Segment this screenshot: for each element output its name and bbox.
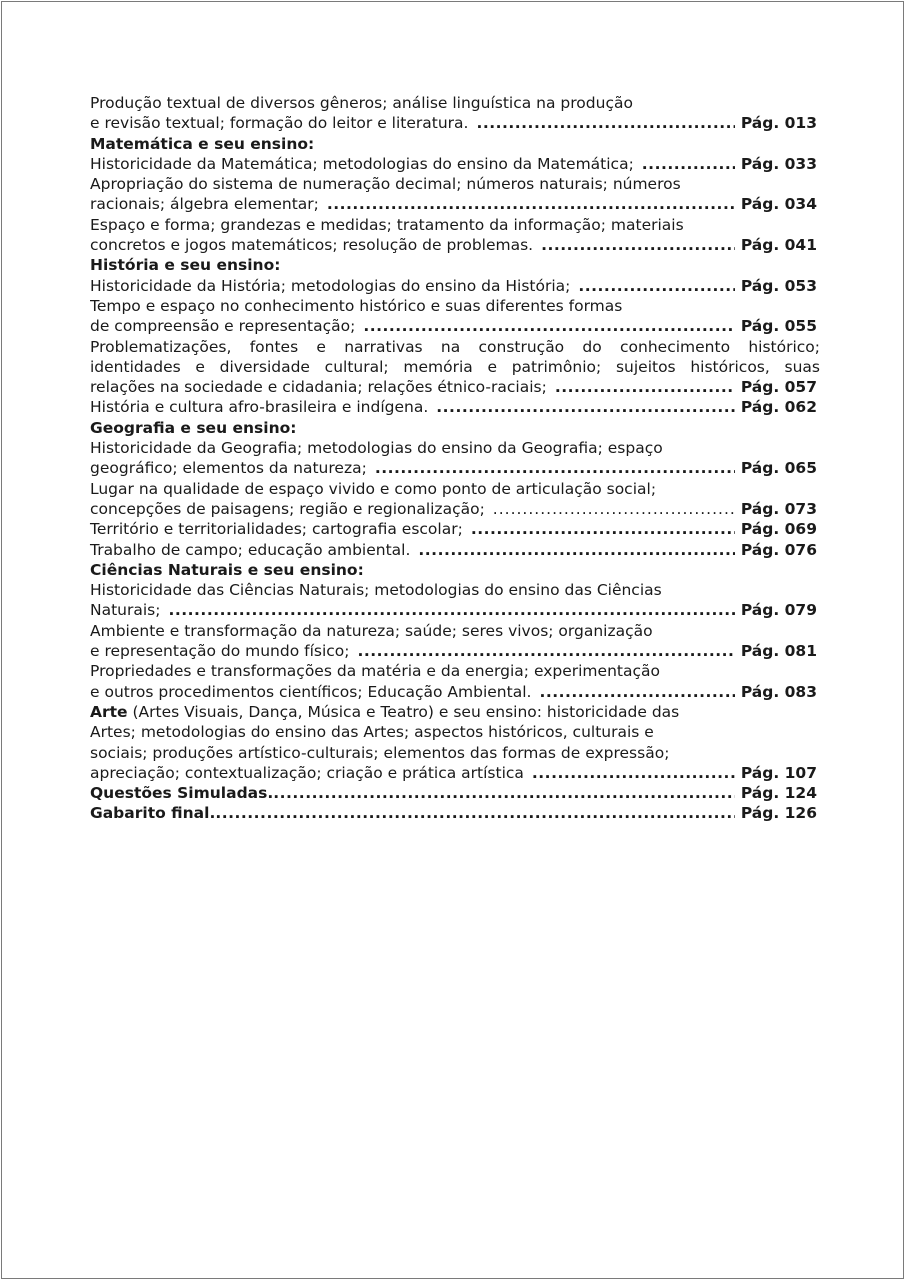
toc-entry-gabarito	[90, 803, 817, 823]
toc-entry-text: Historicidade da História; metodologias do ensino da História;	[90, 276, 571, 295]
toc-entry-text: racionais; álgebra elementar;	[90, 195, 319, 214]
dot-leader	[375, 458, 735, 478]
toc-entry	[90, 397, 817, 417]
dot-leader	[436, 397, 735, 417]
page-number: Pág. 069	[740, 520, 817, 539]
toc-entry	[90, 154, 817, 174]
toc-entry-text: História e cultura afro-brasileira e indígena.	[90, 398, 429, 417]
toc-entry-text: relações na sociedade e cidadania; relações étnico-raciais;	[90, 378, 547, 397]
page-number: Pág. 065	[740, 459, 817, 478]
dot-leader	[471, 519, 735, 539]
toc-entry-text: concepções de paisagens; região e regionalização;	[90, 499, 485, 518]
dot-leader	[493, 499, 735, 519]
toc-entry-line: sociais; produções artístico-culturais; elementos das formas de expressão;	[90, 743, 670, 762]
toc-entry	[90, 316, 817, 336]
page-number: Pág. 034	[740, 195, 817, 214]
toc-entry-text: Território e territorialidades; cartografia escolar;	[90, 520, 463, 539]
dot-leader	[168, 600, 734, 620]
toc-entry-text: apreciação; contextualização; criação e prática artística	[90, 763, 524, 782]
toc-entry-text: Trabalho de campo; educação ambiental.	[90, 540, 411, 559]
section-heading-historia: História e seu ensino:	[90, 256, 281, 275]
toc-entry-line: Apropriação do sistema de numeração decimal; números naturais; números	[90, 175, 681, 194]
dot-leader	[363, 316, 735, 336]
toc-entry-portugues	[90, 113, 817, 133]
toc-entry-line: Espaço e forma; grandezas e medidas; tratamento da informação; materiais	[90, 215, 684, 234]
dot-leader	[555, 377, 735, 397]
page-number: Pág. 083	[740, 682, 817, 701]
page-number: Pág. 055	[740, 317, 817, 336]
toc-entry-line: Lugar na qualidade de espaço vivido e como ponto de articulação social;	[90, 479, 657, 498]
dot-leader	[539, 682, 734, 702]
toc-entry-text: e outros procedimentos científicos; Educação Ambiental.	[90, 682, 532, 701]
page-number: Pág. 124	[740, 784, 817, 803]
dot-leader	[532, 763, 735, 783]
table-of-contents	[90, 93, 820, 824]
toc-entry-line: Problematizações, fontes e narrativas na construção do conhecimento histórico;	[90, 337, 820, 356]
toc-entry-text: Questões Simuladas.	[90, 784, 274, 803]
toc-entry-text: Naturais;	[90, 601, 161, 620]
page-number: Pág. 076	[740, 540, 817, 559]
toc-entry	[90, 235, 817, 255]
section-heading-ciencias: Ciências Naturais e seu ensino:	[90, 560, 364, 579]
page-number: Pág. 073	[740, 499, 817, 518]
toc-entry-line: Historicidade das Ciências Naturais; metodologias do ensino das Ciências	[90, 581, 662, 600]
toc-entry-line	[90, 702, 820, 722]
toc-entry	[90, 377, 817, 397]
toc-entry-line: Artes; metodologias do ensino das Artes; aspectos históricos, culturais e	[90, 723, 654, 742]
toc-entry-text: de compreensão e representação;	[90, 317, 356, 336]
dot-leader	[273, 783, 735, 803]
page-number: Pág. 079	[740, 601, 817, 620]
document-page	[1, 1, 904, 1279]
toc-entry	[90, 194, 817, 214]
toc-entry	[90, 499, 817, 519]
dot-leader	[418, 540, 734, 560]
toc-entry	[90, 458, 817, 478]
toc-entry-text: Gabarito final.	[90, 804, 216, 823]
toc-entry	[90, 276, 817, 296]
dot-leader	[541, 235, 735, 255]
toc-entry-line: Produção textual de diversos gêneros; análise linguística na produção	[90, 94, 633, 112]
page-number: Pág. 126	[740, 804, 817, 823]
toc-entry-line: Propriedades e transformações da matéria e da energia; experimentação	[90, 662, 660, 681]
toc-entry-line: identidades e diversidade cultural; memória e patrimônio; sujeitos históricos, suas	[90, 357, 820, 376]
toc-entry	[90, 519, 817, 539]
toc-entry	[90, 763, 817, 783]
toc-entry-text: concretos e jogos matemáticos; resolução de problemas.	[90, 236, 534, 255]
toc-entry-text: (Artes Visuais, Dança, Música e Teatro) e seu ensino: historicidade das	[127, 702, 680, 721]
section-heading-arte: Arte	[90, 702, 128, 721]
section-heading-geografia: Geografia e seu ensino:	[90, 418, 297, 437]
toc-entry-line: Ambiente e transformação da natureza; saúde; seres vivos; organização	[90, 621, 653, 640]
dot-leader	[642, 154, 735, 174]
toc-entry-questoes	[90, 783, 817, 803]
page-number: Pág. 081	[740, 642, 817, 661]
page-number: Pág. 013	[740, 114, 817, 133]
toc-entry-text: Historicidade da Matemática; metodologias do ensino da Matemática;	[90, 154, 634, 173]
toc-entry	[90, 641, 817, 661]
page-number: Pág. 057	[740, 378, 817, 397]
dot-leader	[327, 194, 735, 214]
toc-entry-text: geográfico; elementos da natureza;	[90, 459, 367, 478]
dot-leader	[358, 641, 735, 661]
toc-entry	[90, 540, 817, 560]
toc-entry-text: e revisão textual; formação do leitor e literatura.	[90, 114, 469, 133]
toc-entry-line: Tempo e espaço no conhecimento histórico e suas diferentes formas	[90, 296, 623, 315]
page-number: Pág. 041	[740, 236, 817, 255]
toc-entry	[90, 600, 817, 620]
dot-leader	[476, 113, 734, 133]
dot-leader	[215, 803, 735, 823]
toc-entry-line: Historicidade da Geografia; metodologias do ensino da Geografia; espaço	[90, 439, 663, 458]
page-number: Pág. 107	[740, 763, 817, 782]
toc-entry	[90, 682, 817, 702]
page-number: Pág. 062	[740, 398, 817, 417]
page-number: Pág. 053	[740, 276, 817, 295]
page-number: Pág. 033	[740, 154, 817, 173]
dot-leader	[578, 276, 734, 296]
section-heading-matematica: Matemática e seu ensino:	[90, 134, 315, 153]
toc-entry-text: e representação do mundo físico;	[90, 642, 350, 661]
